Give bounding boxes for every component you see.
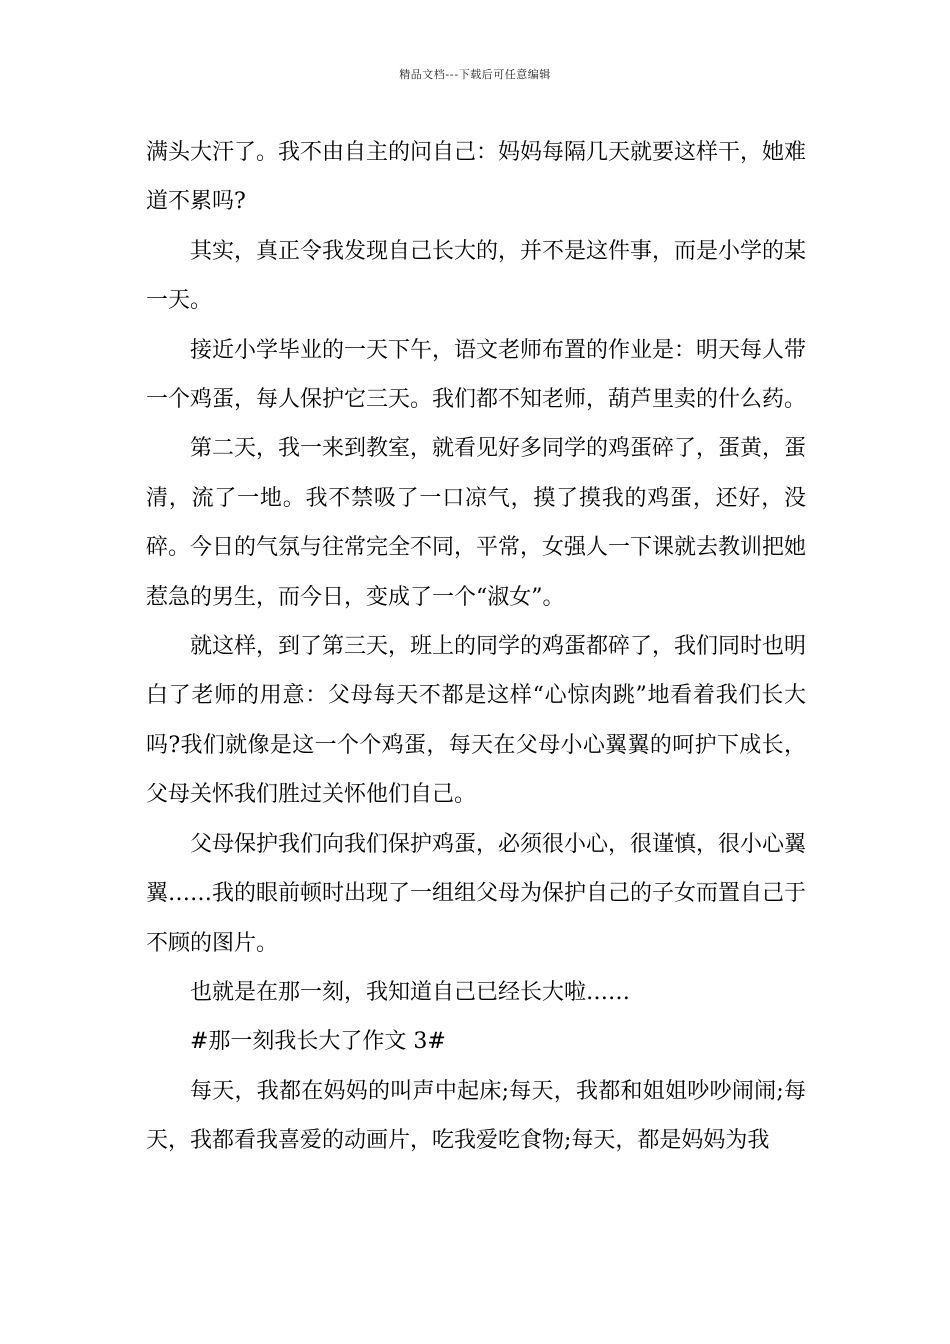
section-heading: #那一刻我长大了作文 3# bbox=[190, 1029, 446, 1055]
document-body bbox=[146, 128, 806, 1166]
paragraph: 满头大汗了。我不由自主的问自己：妈妈每隔几天就要这样干，她难道不累吗? bbox=[146, 140, 807, 215]
page-header: 精品文档---下载后可任意编辑 bbox=[399, 68, 551, 81]
paragraph: 接近小学毕业的一天下午，语文老师布置的作业是：明天每人带一个鸡蛋，每人保护它三天。我们都不知老师，葫芦里卖的什么药。 bbox=[146, 337, 807, 413]
paragraph: 第二天，我一来到教室，就看见好多同学的鸡蛋碎了，蛋黄，蛋清，流了一地。我不禁吸了一口凉气，摸了摸我的鸡蛋，还好，没碎。今日的气氛与往常完全不同，平常，女强人一下课就去教训把她惹急的男生，而今日，变成了一个“淑女”。 bbox=[146, 436, 807, 610]
paragraph: 父母保护我们向我们保护鸡蛋，必须很小心，很谨慎，很小心翼翼……我的眼前顿时出现了一组组父母为保护自己的子女而置自己于不顾的图片。 bbox=[146, 831, 807, 956]
paragraph: 每天，我都在妈妈的叫声中起床;每天，我都和姐姐吵吵闹闹;每天，我都看我喜爱的动画片，吃我爱吃食物;每天，都是妈妈为我 bbox=[146, 1078, 806, 1154]
paragraph: 就这样，到了第三天，班上的同学的鸡蛋都碎了，我们同时也明白了老师的用意：父母每天不都是这样“心惊肉跳”地看着我们长大吗?我们就像是这一个个鸡蛋，每天在父母小心翼翼的呵护下成长，父母关怀我们胜过关怀他们自己。 bbox=[146, 634, 807, 808]
paragraph: 也就是在那一刻，我知道自己已经长大啦…… bbox=[190, 979, 631, 1005]
paragraph: 其实，真正令我发现自己长大的，并不是这件事，而是小学的某一天。 bbox=[146, 238, 807, 314]
